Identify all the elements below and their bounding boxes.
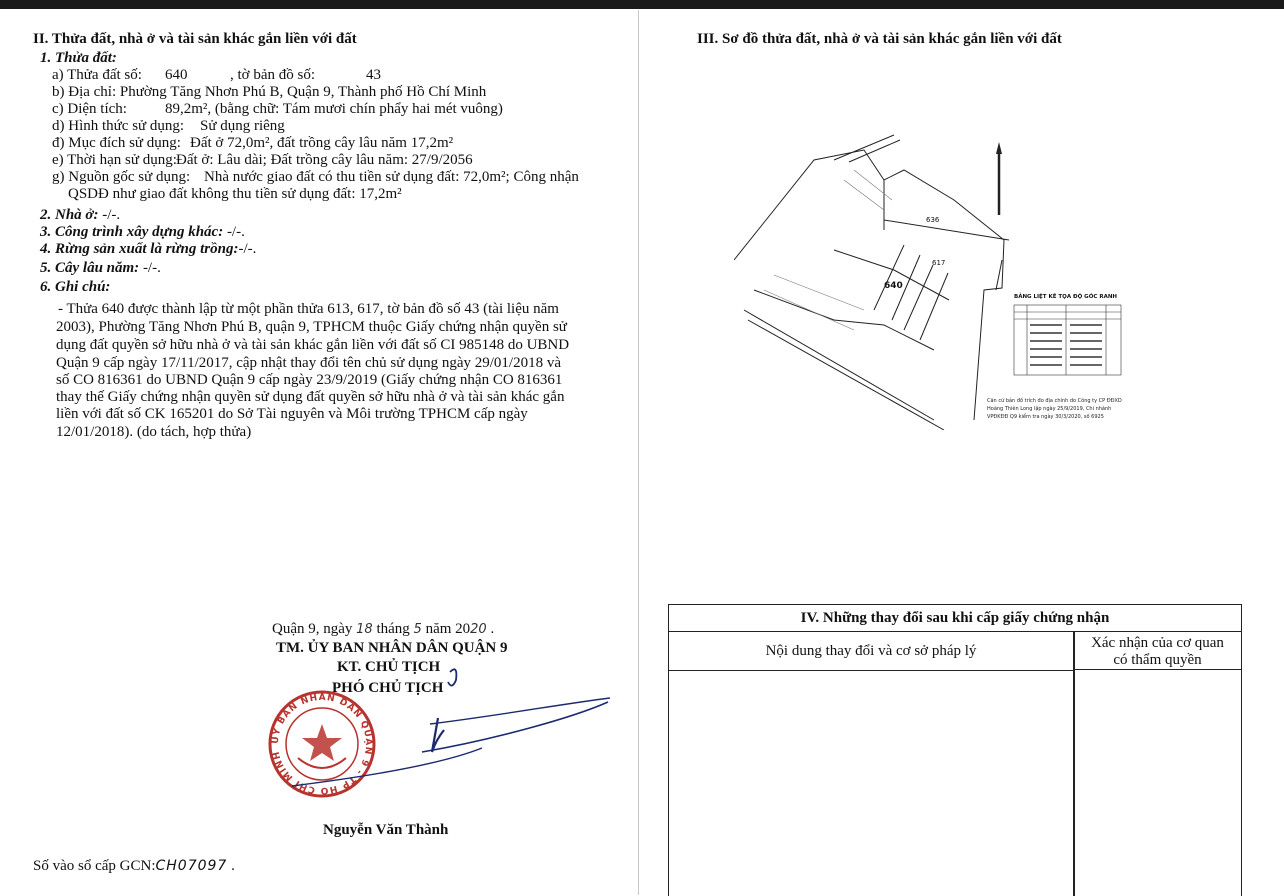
parcel-heading: 1. Thửa đất: xyxy=(40,50,117,66)
changes-col-content-header: Nội dung thay đổi và cơ sở pháp lý xyxy=(669,632,1073,671)
svg-text:Căn cứ bản đồ trích đo địa chí xyxy=(987,396,1123,420)
area-value: 89,2m², (bằng chữ: Tám mươi chín phẩy hai mét vuông) xyxy=(165,101,503,117)
reg-number: CH07097 xyxy=(155,858,228,874)
notes-line: - Thửa 640 được thành lập từ một phần thửa 613, 617, tờ bản đồ số 43 (tài liệu năm xyxy=(58,301,559,317)
signature-scribble xyxy=(272,660,617,800)
other-works-value: -/-. xyxy=(226,224,245,240)
notes-label: 6. Ghi chú: xyxy=(40,279,111,295)
notes-line: liền với đất số CK 165201 do Sở Tài nguyên và Môi trường TPHCM cấp ngày xyxy=(56,406,528,422)
issue-date: Quận 9, ngày 18 tháng 5 năm 2020 . xyxy=(272,621,495,637)
changes-table xyxy=(668,604,1242,896)
trees-label: 5. Cây lâu năm: xyxy=(40,260,140,276)
date-place: Quận 9, ngày xyxy=(272,621,353,637)
notes-line: số CO 816361 do UBND Quận 9 cấp ngày 23/9/2019 (Giấy chứng nhận CO 816361 xyxy=(56,372,563,388)
map-neighbor-617: 617 xyxy=(932,259,946,267)
notes-line: Quận 9 cấp ngày 17/11/2017, cập nhật thay đổi tên chủ sử dụng ngày 29/01/2018 và xyxy=(56,355,561,371)
signer-role-2: PHÓ CHỦ TỊCH xyxy=(332,680,444,696)
parcel-no: 640 xyxy=(165,67,188,83)
notes-line: 12/01/2018). (do tách, hợp thửa) xyxy=(56,424,252,440)
use-form: Sử dụng riêng xyxy=(200,118,285,134)
notes-line: thay thế Giấy chứng nhận quyền sử dụng đất quyền sở hữu nhà ở và tài sản khác gắn xyxy=(56,389,565,405)
use-form-label: d) Hình thức sử dụng: xyxy=(52,118,185,134)
map-note-line: Căn cứ bản đồ trích đo địa chính do Công ty CP ĐĐXD xyxy=(987,398,1122,404)
page-fold-line xyxy=(638,10,639,895)
area-label: c) Diện tích: xyxy=(52,101,127,117)
changes-title: IV. Những thay đổi sau khi cấp giấy chứng nhận xyxy=(669,605,1241,632)
other-works-label: 3. Công trình xây dựng khác: xyxy=(40,224,224,240)
map-no: 43 xyxy=(366,67,381,83)
changes-col-divider xyxy=(1073,632,1075,896)
parcel-no-label: a) Thửa đất số: xyxy=(52,67,142,83)
purpose: Đất ở 72,0m², đất trồng cây lâu năm 17,2m² xyxy=(190,135,454,151)
map-note-line: Hoàng Thiên Long lập ngày 25/9/2019, Chi nhánh xyxy=(987,406,1112,412)
map-neighbor-636: 636 xyxy=(926,216,940,224)
term-label: e) Thời hạn sử dụng: xyxy=(52,152,177,168)
section-ii-title: II. Thửa đất, nhà ở và tài sản khác gắn liền với đất xyxy=(33,31,357,47)
date-day: 18 xyxy=(356,622,373,637)
changes-col-confirm-line-2: có thẩm quyền xyxy=(1113,652,1202,668)
issuing-org: TM. ỦY BAN NHÂN DÂN QUẬN 9 xyxy=(276,640,508,656)
date-month-label: tháng xyxy=(376,621,410,637)
origin-label: g) Nguồn gốc sử dụng: xyxy=(52,169,191,185)
notes-line: 2003), Phường Tăng Nhơn Phú B, quận 9, TPHCM thuộc Giấy chứng nhận quyền sử xyxy=(56,319,567,335)
purpose-label: đ) Mục đích sử dụng: xyxy=(52,135,181,151)
coord-table-title: BẢNG LIỆT KÊ TỌA ĐỘ GÓC RANH xyxy=(1014,294,1118,300)
term: Đất ở: Lâu dài; Đất trồng cây lâu năm: 27/9/2056 xyxy=(176,152,473,168)
forest-label: 4. Rừng sản xuất là rừng trồng: xyxy=(40,241,239,257)
date-year-label: năm 20 xyxy=(425,621,471,637)
origin-line-2: QSDĐ như giao đất không thu tiền sử dụng đất: 17,2m² xyxy=(68,186,402,202)
notes-line: dụng đất quyền sở hữu nhà ở và tài sản khác gắn liền với đất số CI 985148 do UBND xyxy=(56,337,570,353)
address: b) Địa chỉ: Phường Tăng Nhơn Phú B, Quận 9, Thành phố Hồ Chí Minh xyxy=(52,84,487,100)
changes-col-confirm-line-1: Xác nhận của cơ quan xyxy=(1091,635,1224,651)
signer-name: Nguyễn Văn Thành xyxy=(323,822,449,838)
map-note-line: VPĐKĐĐ Q9 kiểm tra ngày 30/3/2020, số 6925 xyxy=(987,414,1104,420)
seal-text: ỦY BAN NHÂN DÂN QUẬN 9 - TP HỒ CHÍ MINH xyxy=(270,692,374,796)
house-value: -/-. xyxy=(102,207,121,223)
map-parcel-label: 640 xyxy=(884,281,903,291)
parcel-map xyxy=(734,120,1244,430)
trees-value: -/-. xyxy=(142,260,161,276)
changes-col-confirm-header xyxy=(1074,632,1241,670)
registration: Số vào sổ cấp GCN:CH07097 . xyxy=(33,858,235,874)
reg-label: Số vào sổ cấp GCN: xyxy=(33,858,156,874)
date-year-end: 20 xyxy=(470,622,487,637)
top-edge-bar xyxy=(0,0,1284,9)
forest-value: -/-. xyxy=(238,241,257,257)
signer-role-1: KT. CHỦ TỊCH xyxy=(337,659,441,675)
section-iii-title: III. Sơ đồ thửa đất, nhà ở và tài sản khác gắn liền với đất xyxy=(697,31,1062,47)
origin-line-1: Nhà nước giao đất có thu tiền sử dụng đất: 72,0m²; Công nhận xyxy=(204,169,579,185)
house-label: 2. Nhà ở: xyxy=(40,207,99,223)
date-month: 5 xyxy=(413,622,422,637)
map-no-label: , tờ bản đồ số: xyxy=(230,67,316,83)
